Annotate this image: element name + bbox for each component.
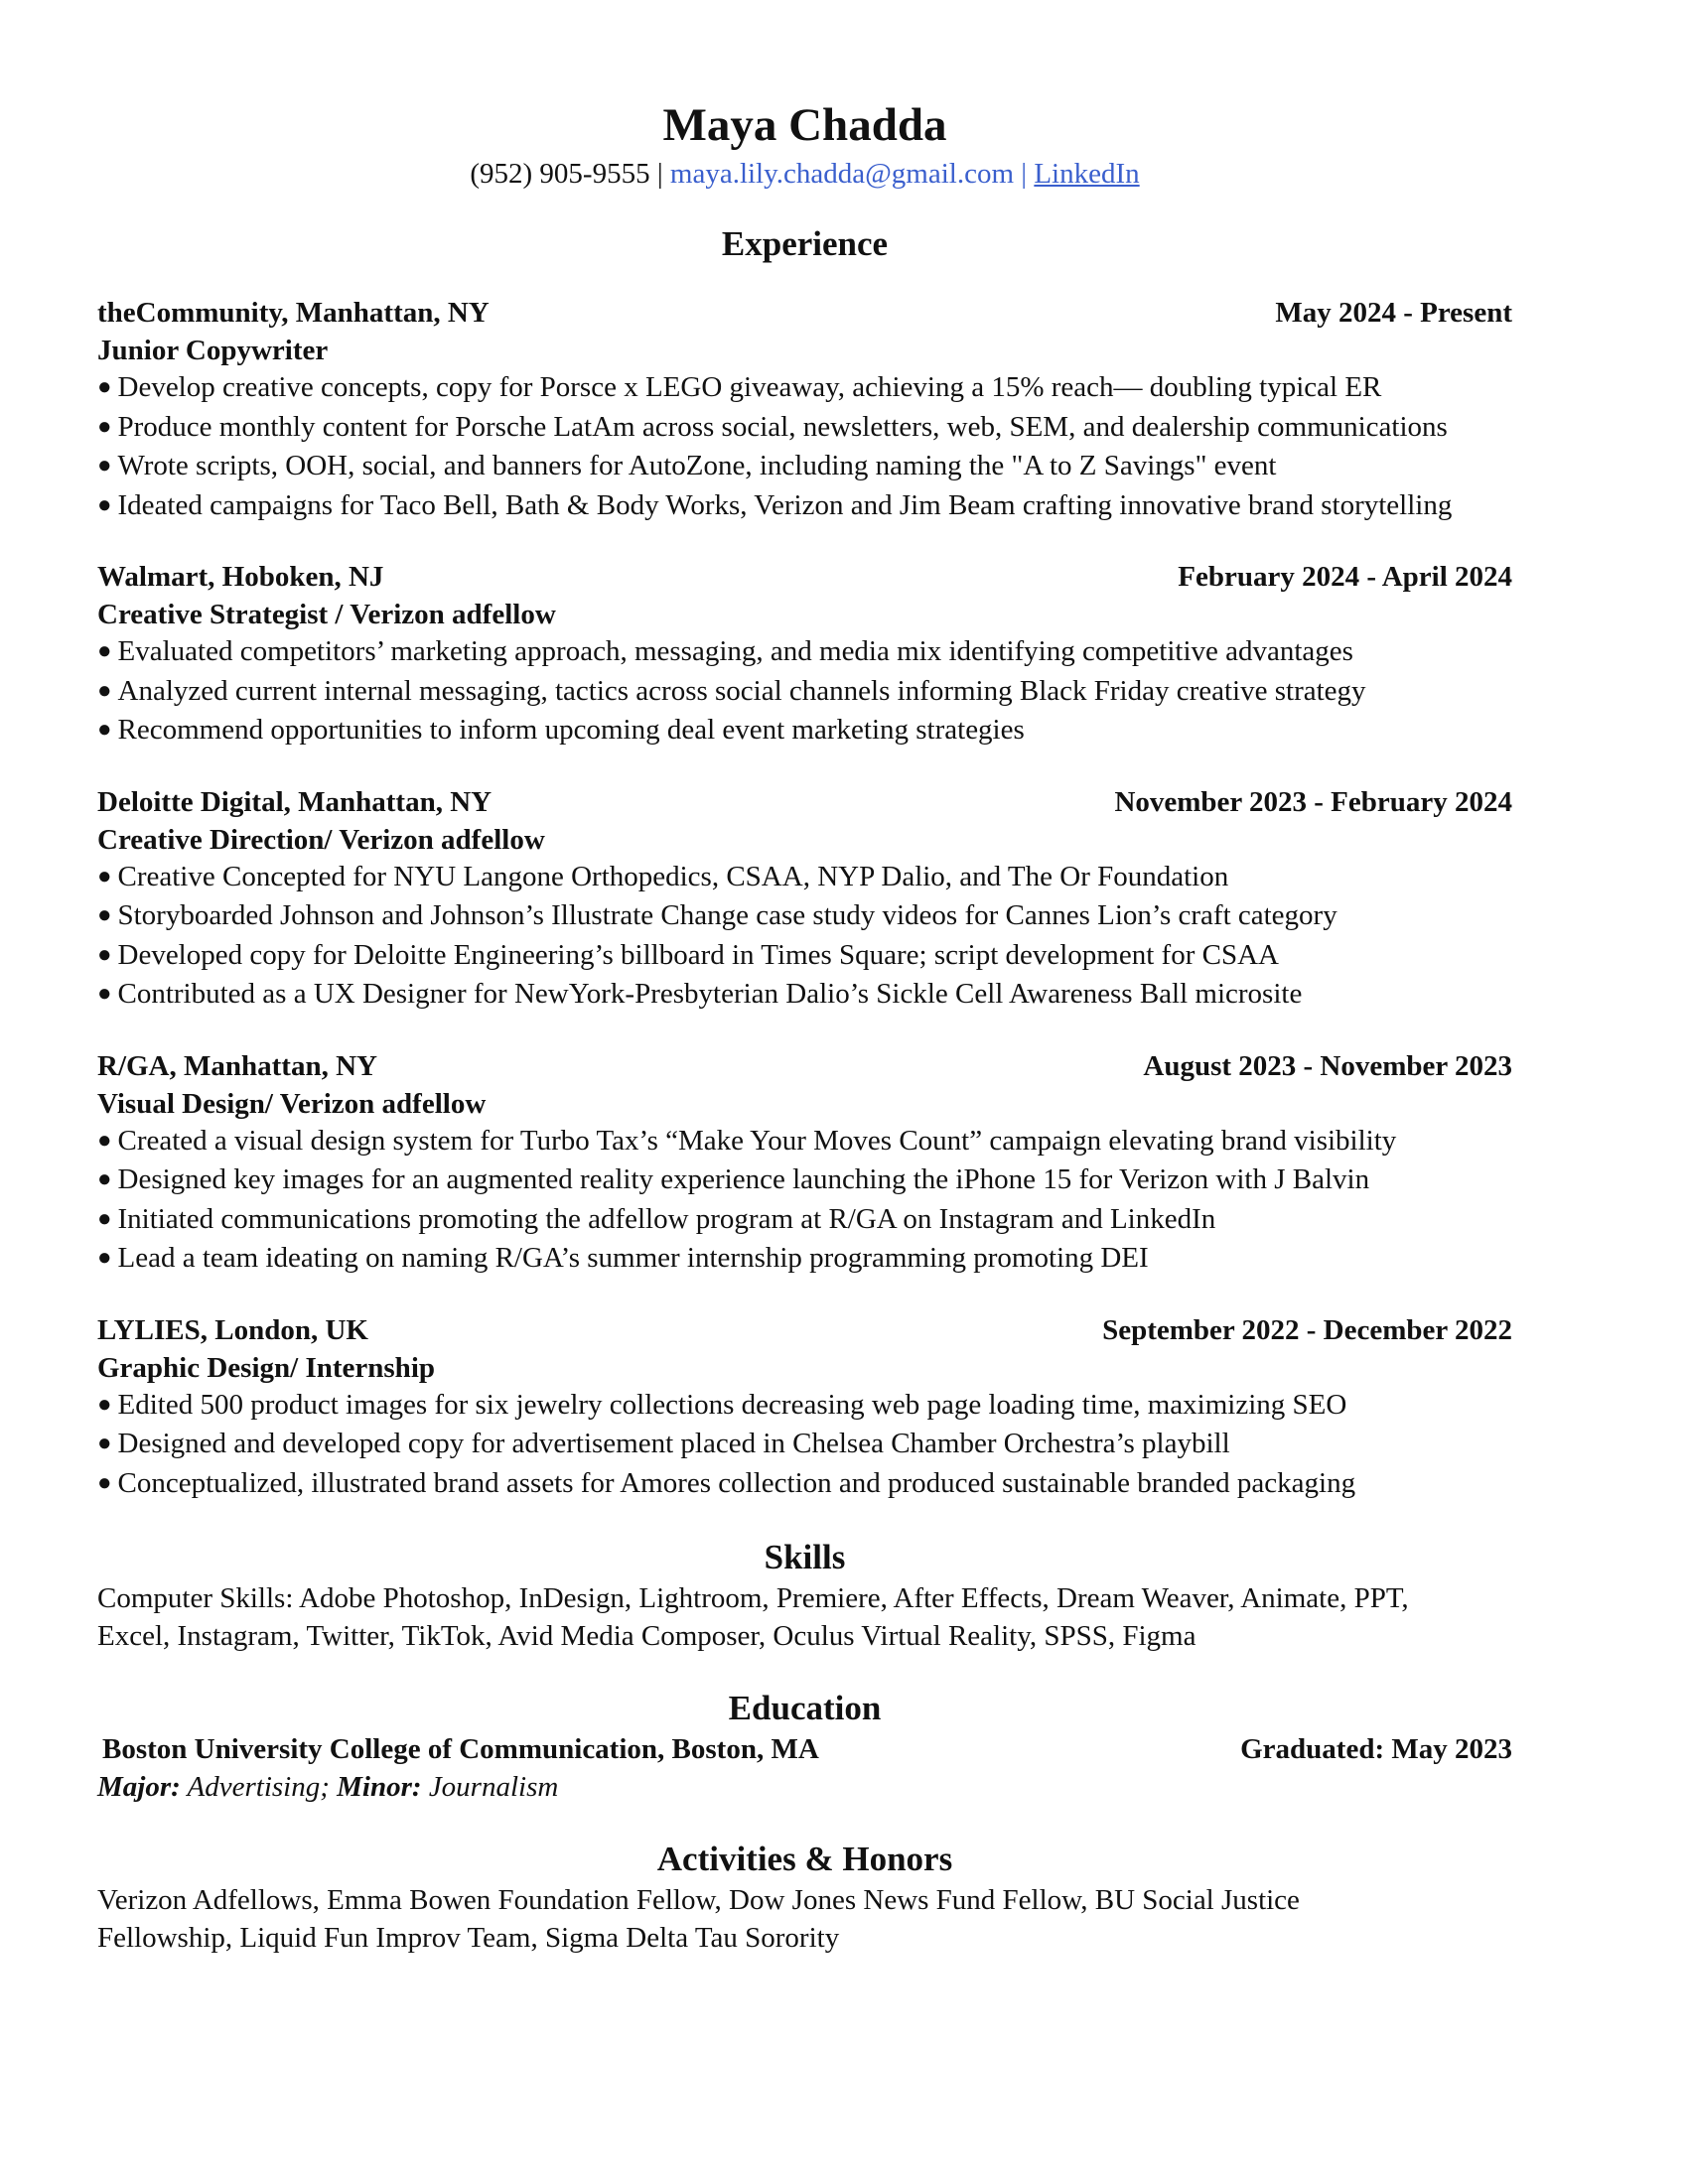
- job-entry: [97, 783, 1512, 1016]
- job-header: [97, 1311, 1512, 1349]
- bullet-item: ● Produce monthly content for Porsche LatAm across social, newsletters, web, SEM, and dealership communications: [97, 409, 1512, 449]
- school-name: Boston University College of Communication, Boston, MA: [102, 1733, 819, 1765]
- bullet-item: ● Initiated communications promoting the adfellow program at R/GA on Instagram and LinkedIn: [97, 1201, 1512, 1241]
- minor-value: Journalism: [428, 1771, 559, 1803]
- job-role: Graphic Design/ Internship: [97, 1351, 435, 1384]
- job-organization: Walmart, Hoboken, NJ: [97, 561, 384, 593]
- job-entry: [97, 1047, 1512, 1280]
- job-organization: Deloitte Digital, Manhattan, NY: [97, 785, 492, 818]
- phone-number: (952) 905-9555: [470, 158, 650, 190]
- bullet-item: ● Recommend opportunities to inform upcoming deal event marketing strategies: [97, 712, 1512, 751]
- job-entry: [97, 294, 1512, 526]
- linkedin-link[interactable]: LinkedIn: [1034, 158, 1140, 190]
- major-label: Major:: [97, 1771, 181, 1803]
- bullet-item: ● Edited 500 product images for six jewelry collections decreasing web page loading time, maximizing SEO: [97, 1387, 1512, 1427]
- job-header: [97, 783, 1512, 821]
- job-organization: LYLIES, London, UK: [97, 1313, 368, 1346]
- job-entry: [97, 558, 1512, 751]
- bullet-item: ● Conceptualized, illustrated brand assets for Amores collection and produced sustainable branded packaging: [97, 1465, 1512, 1505]
- bullet-item: ● Creative Concepted for NYU Langone Orthopedics, CSAA, NYP Dalio, and The Or Foundation: [97, 859, 1512, 898]
- job-dates: August 2023 - November 2023: [1143, 1049, 1512, 1082]
- bullet-item: ● Wrote scripts, OOH, social, and banners for AutoZone, including naming the "A to Z Savings" event: [97, 448, 1512, 487]
- skills-line: Excel, Instagram, Twitter, TikTok, Avid Media Composer, Oculus Virtual Reality, SPSS, Figma: [97, 1620, 1196, 1652]
- contact-line: [97, 155, 1512, 193]
- job-role: Creative Direction/ Verizon adfellow: [97, 823, 545, 856]
- bullet-item: ● Created a visual design system for Turbo Tax’s “Make Your Moves Count” campaign elevating brand visibility: [97, 1123, 1512, 1162]
- skills-heading: Skills: [764, 1538, 846, 1576]
- resume-page: [97, 95, 1512, 1957]
- job-bullets: [97, 369, 1512, 526]
- bullet-item: ● Contributed as a UX Designer for NewYork-Presbyterian Dalio’s Sickle Cell Awareness Ball microsite: [97, 976, 1512, 1016]
- job-bullets: [97, 633, 1512, 751]
- graduation-date: Graduated: May 2023: [1240, 1733, 1512, 1765]
- contact-separator: |: [656, 158, 663, 190]
- job-header: [97, 294, 1512, 332]
- bullet-item: ● Designed and developed copy for advertisement placed in Chelsea Chamber Orchestra’s playbill: [97, 1426, 1512, 1465]
- job-organization: theCommunity, Manhattan, NY: [97, 297, 490, 329]
- job-role: Junior Copywriter: [97, 335, 329, 366]
- job-dates: September 2022 - December 2022: [1102, 1313, 1512, 1346]
- job-role: Visual Design/ Verizon adfellow: [97, 1087, 487, 1120]
- job-bullets: [97, 859, 1512, 1016]
- major-value: Advertising;: [187, 1771, 330, 1803]
- education-header: [97, 1730, 1512, 1768]
- minor-label: Minor:: [337, 1771, 422, 1803]
- activities-line: Fellowship, Liquid Fun Improv Team, Sigma Delta Tau Sorority: [97, 1922, 840, 1954]
- bullet-item: ● Lead a team ideating on naming R/GA’s summer internship programming promoting DEI: [97, 1240, 1512, 1280]
- activities-line: Verizon Adfellows, Emma Bowen Foundation Fellow, Dow Jones News Fund Fellow, BU Social Justice: [97, 1884, 1300, 1916]
- bullet-item: ● Storyboarded Johnson and Johnson’s Illustrate Change case study videos for Cannes Lion’s craft category: [97, 897, 1512, 937]
- bullet-item: ● Evaluated competitors’ marketing approach, messaging, and media mix identifying competitive advantages: [97, 633, 1512, 673]
- bullet-item: ● Develop creative concepts, copy for Porsce x LEGO giveaway, achieving a 15% reach— doubling typical ER: [97, 369, 1512, 409]
- job-header: [97, 1047, 1512, 1085]
- education-heading: Education: [728, 1689, 882, 1727]
- job-dates: May 2024 - Present: [1275, 297, 1512, 329]
- bullet-item: ● Designed key images for an augmented reality experience launching the iPhone 15 for Verizon with J Balvin: [97, 1161, 1512, 1201]
- job-bullets: [97, 1387, 1512, 1505]
- degree-line: [97, 1768, 1512, 1806]
- email-link[interactable]: maya.lily.chadda@gmail.com: [669, 158, 1015, 190]
- job-bullets: [97, 1123, 1512, 1280]
- bullet-item: ● Analyzed current internal messaging, tactics across social channels informing Black Friday creative strategy: [97, 673, 1512, 713]
- job-header: [97, 558, 1512, 596]
- job-dates: November 2023 - February 2024: [1114, 785, 1512, 818]
- job-organization: R/GA, Manhattan, NY: [97, 1049, 377, 1082]
- candidate-name: Maya Chadda: [662, 99, 947, 151]
- contact-separator: |: [1021, 158, 1028, 190]
- activities-heading: Activities & Honors: [656, 1840, 953, 1878]
- bullet-item: ● Ideated campaigns for Taco Bell, Bath & Body Works, Verizon and Jim Beam crafting innovative brand storytelling: [97, 487, 1512, 527]
- experience-heading: Experience: [721, 224, 889, 263]
- bullet-item: ● Developed copy for Deloitte Engineering’s billboard in Times Square; script development for CSAA: [97, 937, 1512, 977]
- job-role: Creative Strategist / Verizon adfellow: [97, 599, 556, 630]
- skills-line: Computer Skills: Adobe Photoshop, InDesign, Lightroom, Premiere, After Effects, Dream Weaver, Animate, PPT,: [97, 1582, 1409, 1614]
- job-dates: February 2024 - April 2024: [1178, 561, 1512, 593]
- job-entry: [97, 1311, 1512, 1505]
